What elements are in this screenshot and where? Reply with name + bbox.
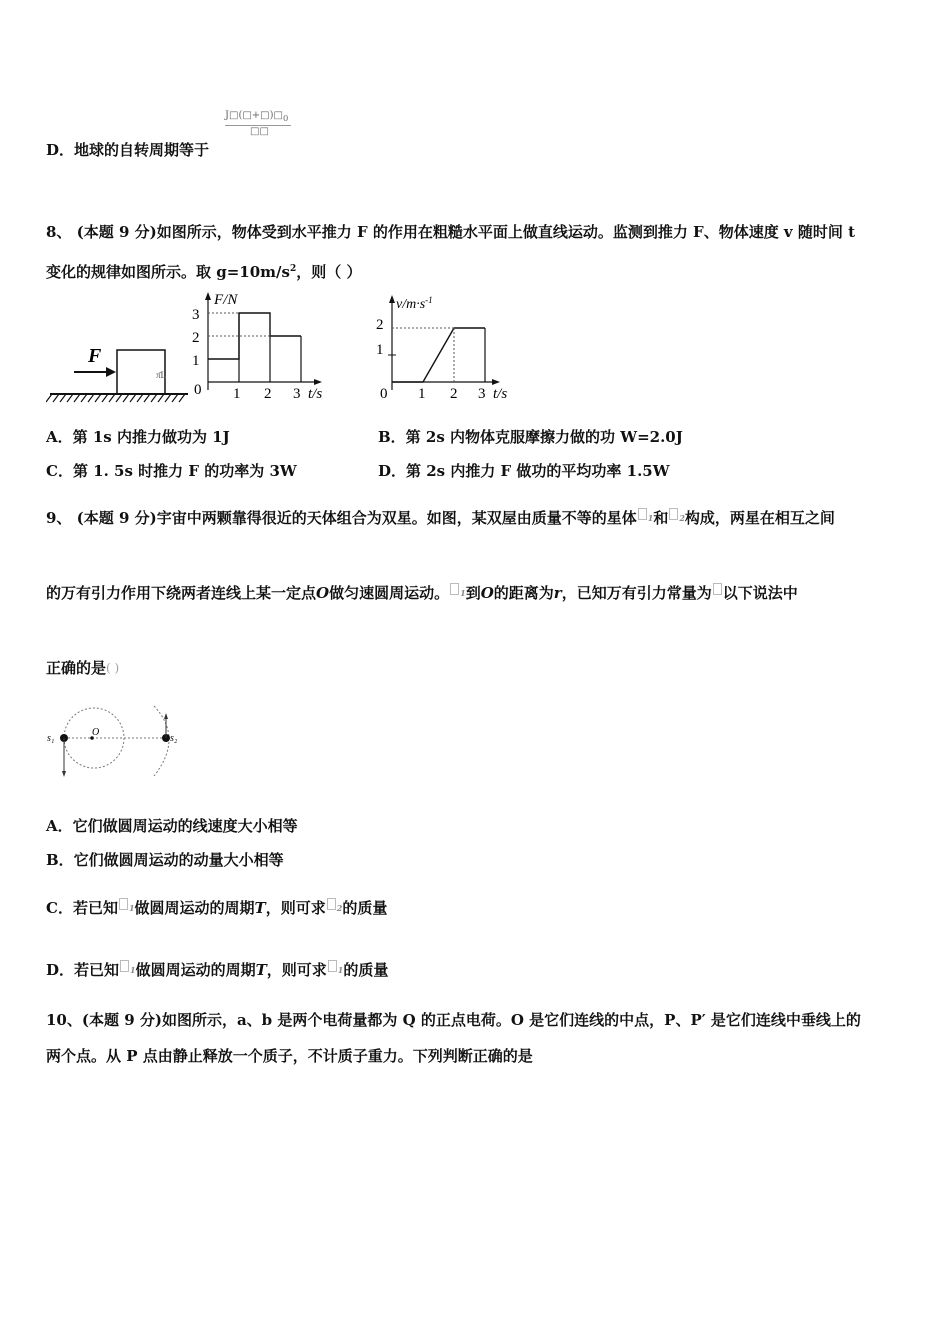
q9d-c: ，则可求 (266, 961, 327, 979)
v-ytick-0: 0 (380, 386, 388, 402)
hatch-mark (144, 394, 150, 402)
ground-hatching (46, 394, 185, 402)
v-ytick-2: 2 (376, 317, 384, 333)
q9-sub-3: 1 (460, 588, 466, 598)
q8-option-d: D．第 2s 内推力 F 做功的平均功率 1.5W (378, 462, 670, 480)
v-ytick-1: 1 (376, 342, 384, 358)
q9-sub-2: 2 (679, 513, 685, 523)
q9-l2a: 的万有引力作用下绕两者连线上某一定点 (46, 584, 317, 602)
formula-num: J□(□+□)□ (225, 110, 283, 121)
q9-figure (44, 696, 194, 786)
hatch-mark (172, 394, 178, 402)
force-label: F (88, 345, 102, 367)
q9-option-c (46, 898, 387, 918)
q9-sub-1: 1 (647, 513, 654, 523)
q9-l2d: 的距离为 (493, 584, 554, 602)
v-t-graph (376, 295, 507, 402)
q9c-ph-1 (119, 898, 128, 910)
hatch-mark (81, 394, 87, 402)
q9d-b: 做圆周运动的周期 (135, 961, 256, 979)
q9-l2e: ，已知万有引力常量为 (561, 584, 712, 602)
q7-formula-numerator (225, 110, 288, 123)
f-ytick-1: 1 (192, 353, 200, 369)
q9d-t: T (255, 961, 267, 979)
hatch-mark (109, 394, 115, 402)
q9-l2r: r (553, 584, 562, 602)
v-axis-label: $v/m\cdot s^{-1}$ (396, 295, 433, 312)
hatch-mark (88, 394, 94, 402)
q9-ph-4 (713, 583, 722, 595)
q9d-ph-1 (120, 960, 129, 972)
q7-formula-denominator: □□ (250, 126, 269, 137)
hatch-mark (165, 394, 171, 402)
q9-l2o2: O (480, 584, 494, 602)
v-series (388, 328, 485, 382)
q8-stem-b: ，则（ ） (296, 263, 362, 281)
q9-line1 (46, 508, 835, 528)
q9-option-d (46, 960, 388, 980)
q9c-t: T (254, 899, 266, 917)
q8-stem-a: 变化的规律如图所示。取 g=10m/s (46, 263, 290, 281)
label-s1: s₁ (47, 733, 55, 744)
hatch-mark (123, 394, 129, 402)
v-xtick-2: 2 (450, 386, 458, 402)
q9d-sub-2: 1 (337, 965, 344, 975)
q9d-sub-1: 1 (130, 965, 136, 975)
q9-l2f: 以下说法中 (722, 584, 798, 602)
hatch-mark (179, 394, 185, 402)
q9d-d: 的质量 (343, 961, 389, 979)
q9-l3-paren: ( ) (106, 661, 120, 675)
v-y-axis-arrow (389, 295, 395, 303)
label-o: O (92, 727, 100, 738)
hatch-mark (95, 394, 101, 402)
hatch-mark (158, 394, 164, 402)
q9c-d: 的质量 (342, 899, 388, 917)
q9-option-b: B．它们做圆周运动的动量大小相等 (46, 851, 284, 869)
f-axis-label: F/N (214, 292, 238, 308)
v-xtick-3: 3 (478, 386, 486, 402)
q9c-sub-2: 2 (336, 903, 343, 913)
q9-line2 (46, 583, 798, 603)
q7-option-d: D．地球的自转周期等于 (46, 141, 210, 159)
hatch-mark (60, 394, 66, 402)
f-y-axis-arrow (205, 292, 211, 300)
hatch-mark (67, 394, 73, 402)
hatch-mark (46, 394, 52, 402)
q9-l2b: 做匀速圆周运动。 (329, 584, 450, 602)
block-mark: π̄L (156, 370, 167, 380)
f-xtick-2: 2 (264, 386, 272, 402)
q9-l1b: 和 (653, 509, 669, 527)
q8-stem-line2 (46, 259, 361, 282)
block-diagram (46, 345, 188, 402)
q10-line2: 两个点。从 P 点由静止释放一个质子，不计质子重力。下列判断正确的是 (46, 1047, 533, 1065)
hatch-mark (137, 394, 143, 402)
q9-option-a: A．它们做圆周运动的线速度大小相等 (46, 817, 298, 835)
q8-option-c: C．第 1. 5s 时推力 F 的功率为 3W (46, 462, 297, 480)
q8-stem-line1: 8、 (本题 9 分)如图所示，物体受到水平推力 F 的作用在粗糙水平面上做直线运动。监测到推力 F、物体速度 v 随时间 t (46, 223, 856, 241)
s1-velocity-head (62, 771, 66, 777)
q9-line3 (46, 658, 119, 678)
q9c-b: 做圆周运动的周期 (134, 899, 255, 917)
hatch-mark (102, 394, 108, 402)
f-xtick-1: 1 (233, 386, 241, 402)
f-t-label: t/s (308, 386, 323, 402)
v-t-label: t/s (493, 386, 508, 402)
q9-ph-3 (450, 583, 459, 595)
hatch-mark (53, 394, 59, 402)
q8-option-a: A．第 1s 内推力做功为 1J (46, 428, 230, 446)
v-xtick-1: 1 (418, 386, 426, 402)
q9-l3: 正确的是 (46, 659, 107, 677)
f-ytick-3: 3 (192, 307, 200, 323)
q9-l2o: O (316, 584, 330, 602)
formula-sub: 0 (282, 113, 289, 123)
s2-velocity-head (164, 713, 168, 719)
f-ytick-2: 2 (192, 330, 200, 346)
f-x-axis-arrow (314, 379, 322, 385)
q9c-ph-2 (327, 898, 336, 910)
q8-option-b: B．第 2s 内物体克服摩擦力做的功 W=2.0J (378, 428, 683, 446)
f-series (208, 313, 301, 382)
force-arrowhead (106, 367, 116, 377)
q9d-ph-2 (328, 960, 337, 972)
label-s2: s₂ (170, 733, 178, 744)
f-t-graph (192, 292, 322, 402)
v-series-line (392, 328, 485, 382)
q9-l1a: 9、 (本题 9 分)宇宙中两颗靠得很近的天体组合为双星。如图，某双屋由质量不等的星体 (46, 509, 637, 527)
hatch-mark (116, 394, 122, 402)
q9c-a: C．若已知 (46, 899, 118, 917)
q9c-sub-1: 1 (128, 903, 135, 913)
hatch-mark (130, 394, 136, 402)
hatch-mark (74, 394, 80, 402)
q9-ph-2 (669, 508, 678, 520)
v-x-axis-arrow (492, 379, 500, 385)
q9-ph-1 (638, 508, 647, 520)
f-xtick-3: 3 (293, 386, 301, 402)
q10-line1: 10、(本题 9 分)如图所示，a、b 是两个电荷量都为 Q 的正点电荷。O 是它们连线的中点，P、P′ 是它们连线中垂线上的 (46, 1011, 861, 1029)
q9d-a: D．若已知 (46, 961, 120, 979)
q9-l2c: 到 (465, 584, 481, 602)
q9c-c: ，则可求 (265, 899, 326, 917)
hatch-mark (151, 394, 157, 402)
q9-l1c: 构成，两星在相互之间 (684, 509, 835, 527)
q8-stem-sup: 2 (289, 264, 297, 274)
q8-figure (46, 290, 526, 405)
f-ytick-0: 0 (194, 382, 202, 398)
